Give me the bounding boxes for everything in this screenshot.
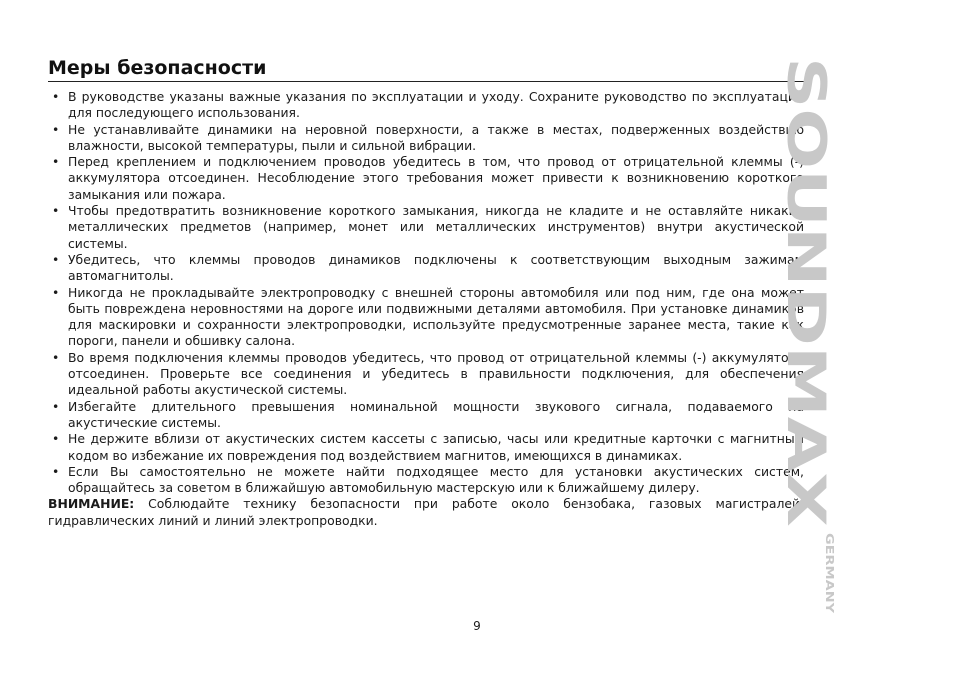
bullet-icon: • <box>52 89 60 104</box>
list-item-text: Во время подключения клеммы проводов убедитесь, что провод от отрицательной клеммы (-) аккумулятора отсоединен. Проверьте все соединения и убедитесь в правильности подключения, для обеспечения идеальной работы акустической системы. <box>68 349 804 398</box>
list-item <box>48 464 804 497</box>
bullet-icon: • <box>52 121 60 137</box>
page-number: 9 <box>473 619 481 633</box>
list-item <box>48 350 804 399</box>
list-item-text: Никогда не прокладывайте электропроводку с внешней стороны автомобиля или под ним, где она может быть повреждена неровностями на дороге или подвижными деталями автомобиля. При установке динамиков для маскировки и сохранности электропроводки, используйте предусмотренные заранее места, такие как пороги, панели и обшивку салона. <box>68 284 804 349</box>
list-item-text: Убедитесь, что клеммы проводов динамиков подключены к соответствующим выходным зажимам автомагнитолы. <box>68 251 804 284</box>
page-title: Меры безопасности <box>48 57 267 79</box>
warning-text: Соблюдайте технику безопасности при работе около бензобака, газовых магистралей, гидравлических линий и линий электропроводки. <box>48 496 804 528</box>
list-item <box>48 122 804 155</box>
list-item-text: В руководстве указаны важные указания по эксплуатации и уходу. Сохраните руководство по эксплуатации для последующего использования. <box>68 89 804 121</box>
bullet-icon: • <box>52 431 60 447</box>
list-item-text: Не устанавливайте динамики на неровной поверхности, а также в местах, подверженных воздействию влажности, высокой температуры, пыли и сильной вибрации. <box>68 121 804 153</box>
logo-brand-text: SOUNDMAX <box>775 57 836 407</box>
bullet-icon: • <box>52 349 60 365</box>
list-item-text: Не держите вблизи от акустических систем кассеты с записью, часы или кредитные карточки с магнитным кодом во избежание их повреждения под воздействием магнитов, имеющихся в динамиках. <box>68 431 804 463</box>
list-item-text: Избегайте длительного превышения номинальной мощности звукового сигнала, подаваемого на акустические системы. <box>68 398 804 430</box>
warning-paragraph <box>48 496 804 529</box>
list-item <box>48 252 804 285</box>
title-divider <box>48 81 804 82</box>
list-item <box>48 89 804 122</box>
list-item-text: Чтобы предотвратить возникновение короткого замыкания, никогда не кладите и не оставляйте никаких металлических предметов (например, монет или металлических инструментов) внутри акустической системы. <box>68 203 804 251</box>
list-item <box>48 399 804 432</box>
safety-content <box>48 89 804 529</box>
list-item <box>48 154 804 203</box>
soundmax-logo <box>775 55 890 615</box>
bullet-icon: • <box>52 284 60 300</box>
bullet-icon: • <box>52 203 60 219</box>
list-item-text: Перед креплением и подключением проводов убедитесь в том, что провод от отрицательной клеммы (-) аккумулятора отсоединен. Несоблюдение этого требования может привести к возникновению короткого замыкания или пожара. <box>68 154 804 202</box>
safety-list <box>48 89 804 496</box>
bullet-icon: • <box>52 154 60 170</box>
bullet-icon: • <box>52 463 60 479</box>
list-item <box>48 203 804 252</box>
bullet-icon: • <box>52 251 60 267</box>
list-item <box>48 285 804 350</box>
list-item-text: Если Вы самостоятельно не можете найти подходящее место для установки акустических систем, обращайтесь за советом в ближайшую автомобильную мастерскую или к ближайшему дилеру. <box>68 463 804 496</box>
list-item <box>48 431 804 464</box>
warning-label: ВНИМАНИЕ: <box>48 496 135 512</box>
logo-sub-text: GERMANY <box>823 533 836 595</box>
bullet-icon: • <box>52 398 60 414</box>
